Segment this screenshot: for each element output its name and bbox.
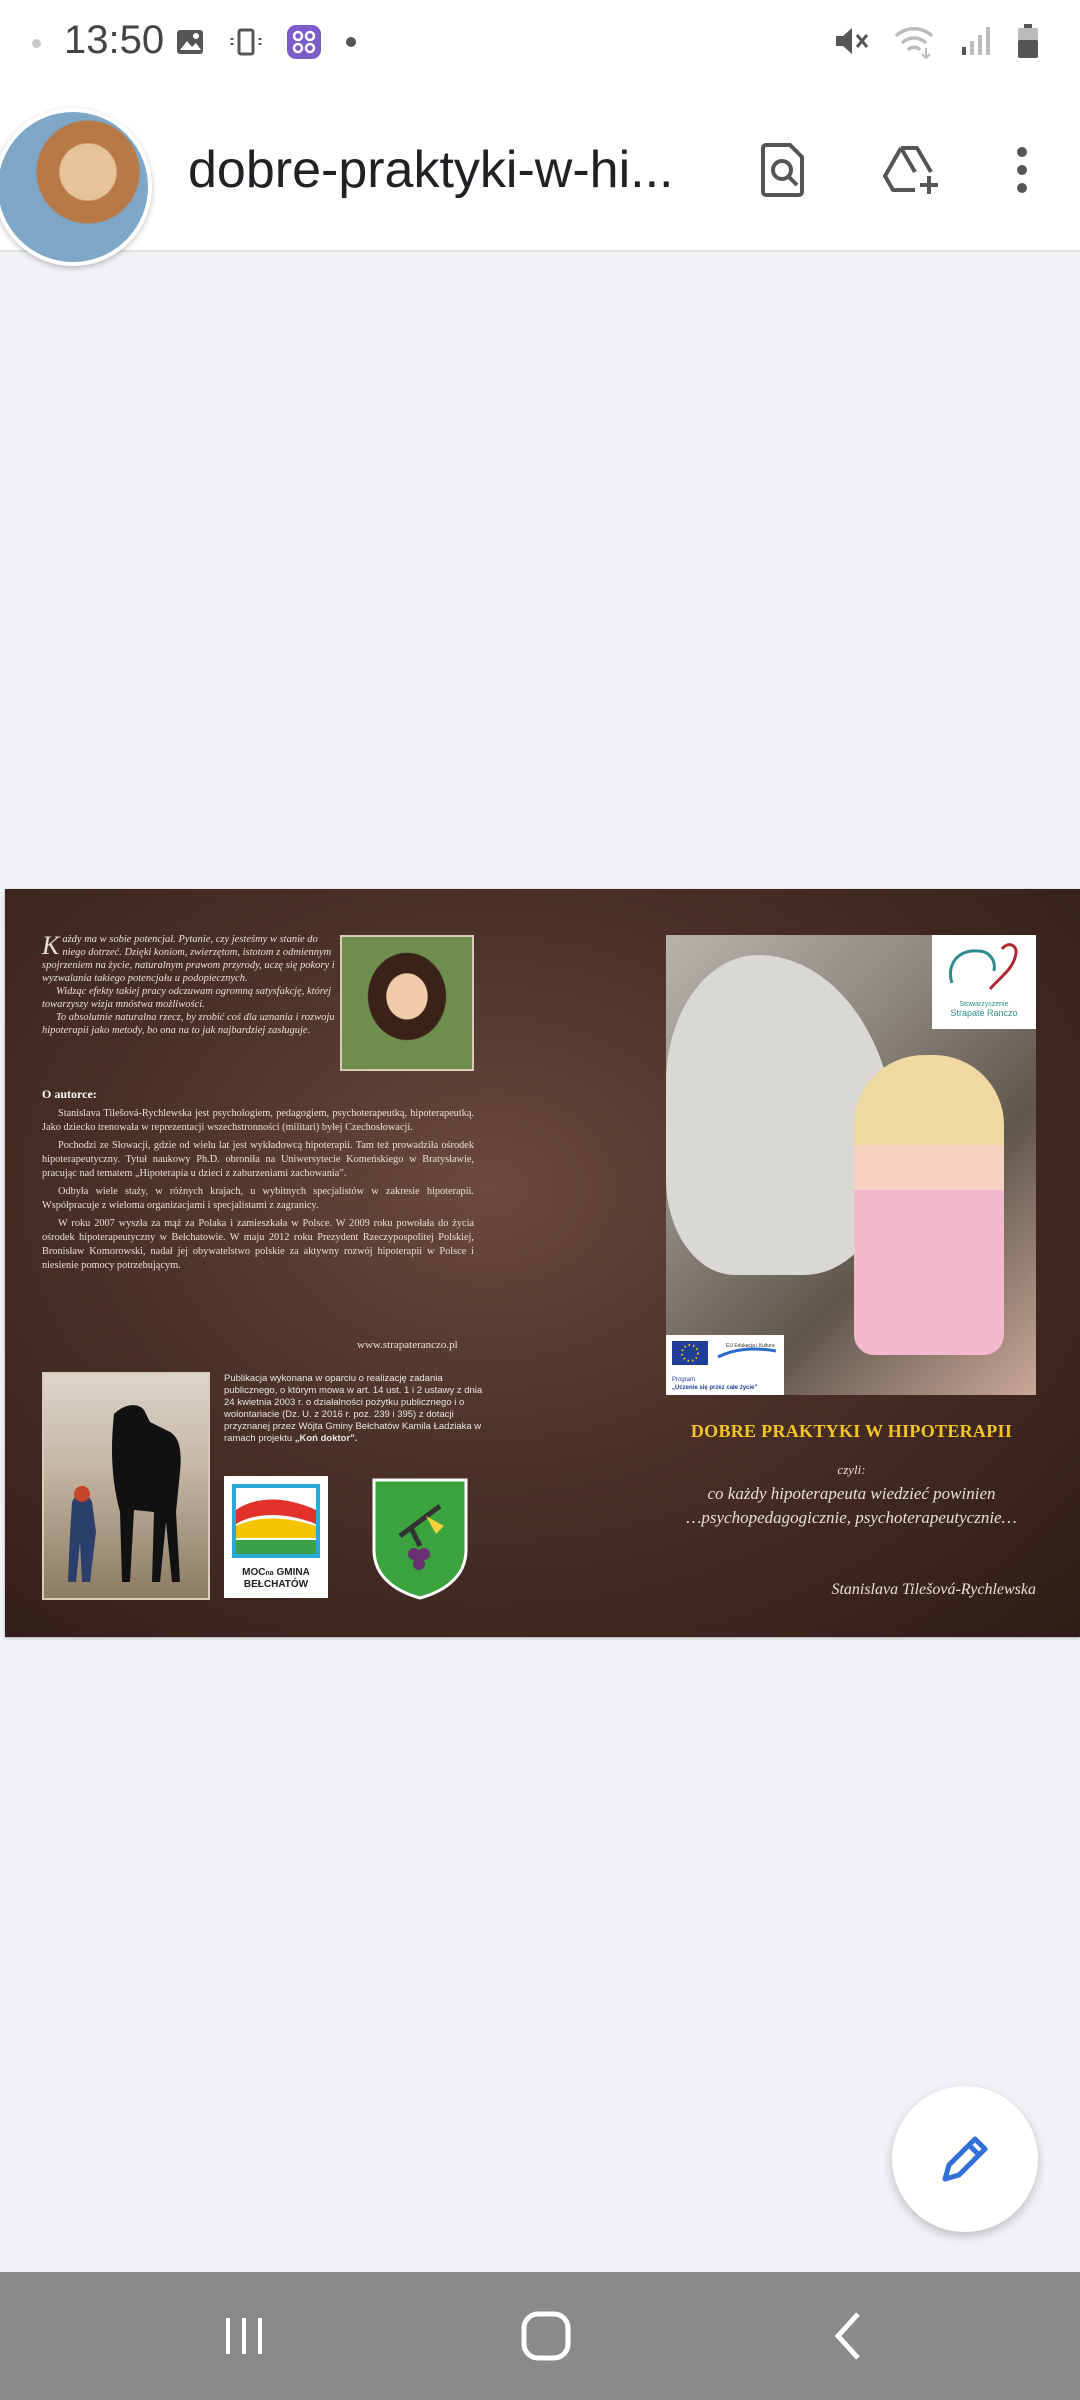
dot-icon	[344, 35, 358, 49]
home-icon	[520, 2310, 572, 2362]
about-paragraph-1: Stanislava Tilešová-Rychlewska jest psychologiem, pedagogiem, psychoterapeutką, hipoterapeutką. Jako dziecko trenowała w reprezentacji wszechstronności (militari) byłej Czechosłowacji.	[42, 1108, 474, 1133]
publication-text: Publikacja wykonana w oparciu o realizację zadania publicznego, o którym mowa w art. 14 ust. 1 i 2 ustawy z dnia 24 kwietnia 2003 r. o działalności pożytku publicznego i o wolontariacie (Dz. U. z 2016 r. poz. 239 i 395) z dotacji przyznanej przez Wójta Gminy Bełchatów Kamila Ładziaka w ramach projektu	[224, 1373, 483, 1444]
cover-subtitle	[664, 1457, 1039, 1530]
gmina-logo-line1: MOC	[242, 1567, 266, 1578]
gmina-logo-line2: GMINA	[276, 1567, 310, 1578]
document-title: dobre-praktyki-w-hi...	[188, 141, 674, 199]
signal-icon	[958, 23, 994, 59]
gmina-belchatow-logo	[224, 1476, 328, 1598]
ranczo-logo-line1: Stowarzyszenie	[959, 1001, 1009, 1008]
project-name: „Koń doktor”.	[294, 1433, 358, 1444]
search-in-document-button[interactable]	[742, 128, 826, 212]
about-heading: O autorce:	[42, 1087, 97, 1101]
mute-icon	[832, 22, 870, 60]
ranczo-logo-line2: Strapaté Ranczo	[950, 1008, 1018, 1018]
gallery-icon	[174, 26, 206, 58]
intro-paragraph-3: To absolutnie naturalna rzecz, by zrobić coś dla uznania i rozwoju hipoterapii jako metody, bo ona na to jak najbardziej zasługuje.	[42, 1012, 335, 1036]
about-paragraph-3: Odbyła wiele staży, w różnych krajach, u wybitnych specjalistów w zakresie hipoterapii. Współpracuje z wieloma organizacjami i specjalistami z zagranicy.	[42, 1186, 474, 1211]
camera-dot	[32, 39, 41, 48]
cover-subtitle-1: co każdy hipoterapeuta wiedzieć powinien	[707, 1484, 996, 1503]
status-left-icons	[174, 24, 358, 60]
gmina-logo-small: na	[265, 1570, 274, 1577]
author-photo	[340, 935, 474, 1071]
cover-author: Stanislava Tilešová-Rychlewska	[831, 1581, 1036, 1598]
back-button[interactable]	[808, 2306, 888, 2366]
recent-apps-button[interactable]	[204, 2306, 284, 2366]
search-in-document-icon	[758, 142, 810, 198]
about-paragraph-4: W roku 2007 wyszła za mąż za Polaka i zamieszkała w Polsce. W 2009 roku powołała do życia ośrodek hipoterapeutyczny w Bełchatowie. W maju 2012 roku Prezydent Rzeczypospolitej Polskiej, Bronisław Komorowski, nadał jej obywatelstwo polskie za aktywny rozwój hipoterapii w Polsce i niesienie pomocy potrzebującym.	[42, 1218, 474, 1271]
status-bar	[0, 0, 1080, 88]
edit-fab[interactable]	[892, 2086, 1038, 2232]
horse-walking-photo	[42, 1372, 210, 1600]
more-options-button[interactable]	[980, 128, 1064, 212]
app-bar	[0, 88, 1080, 252]
cover-czyli: czyli:	[837, 1462, 866, 1477]
cover-subtitle-2: …psychopedagogicznie, psychoterapeutycznie…	[686, 1508, 1017, 1527]
website-url: www.strapateranczo.pl	[357, 1339, 458, 1351]
horse-silhouette	[44, 1374, 208, 1598]
cover-title: DOBRE PRAKTYKI W HIPOTERAPII	[690, 1421, 1013, 1441]
strapate-ranczo-logo	[932, 935, 1036, 1029]
eu-agency: EU Edukacja i Kultura	[726, 1343, 775, 1349]
more-options-icon	[1016, 146, 1028, 194]
publication-note	[224, 1373, 484, 1445]
screen-rotate-icon	[228, 24, 264, 60]
edit-pencil-icon	[939, 2133, 991, 2185]
cover-photo	[666, 935, 1036, 1395]
gmina-coat-of-arms	[370, 1476, 470, 1600]
wifi-icon	[892, 22, 936, 60]
intro-quote	[42, 933, 338, 1037]
about-paragraph-2: Pochodzi ze Słowacji, gdzie od wielu lat jest wykładowcą hipoterapii. Tam też prowadziła ośrodek hipoterapeutyczny. Tytuł naukowy Ph.D. obroniła na Uniwersytecie Komeńskiego w Bratysławie, pracując nad tematem „Hipoterapia u dzieci z zaburzeniami zachowania”.	[42, 1140, 474, 1179]
status-right-icons	[832, 22, 1040, 60]
add-to-drive-button[interactable]	[870, 128, 954, 212]
add-to-drive-icon	[881, 144, 943, 196]
eu-logo-line2: „Uczenie się przez całe życie”	[672, 1385, 758, 1391]
about-author	[42, 1107, 474, 1277]
home-button[interactable]	[506, 2306, 586, 2366]
girl-shape	[854, 1055, 1004, 1355]
gmina-logo-line3: BEŁCHATÓW	[243, 1579, 309, 1590]
account-avatar[interactable]	[0, 108, 152, 266]
eu-programme-logo	[666, 1335, 784, 1395]
drop-cap: K	[42, 931, 60, 960]
status-time: 13:50	[64, 18, 165, 62]
back-icon	[830, 2310, 866, 2362]
intro-paragraph-1: ażdy ma w sobie potencjał. Pytanie, czy jesteśmy w stanie do niego dotrzeć. Dzięki koniom, zwierzętom, istotom z odmiennym spojrzeniem na życie, naturalnym prawom przyrody, uczę się pokory i wyzwalania takiego potencjału u podopiecznych.	[42, 934, 335, 984]
app-notification-icon	[286, 24, 322, 60]
battery-icon	[1016, 22, 1040, 60]
intro-paragraph-2: Widząc efekty takiej pracy odczuwam ogromną satysfakcję, której towarzyszy wizja mnóstwa możliwości.	[42, 986, 332, 1010]
document-page[interactable]	[5, 889, 1080, 1637]
system-navigation-bar	[0, 2272, 1080, 2400]
eu-logo-line1: Program	[672, 1377, 696, 1383]
recent-apps-icon	[222, 2314, 266, 2358]
